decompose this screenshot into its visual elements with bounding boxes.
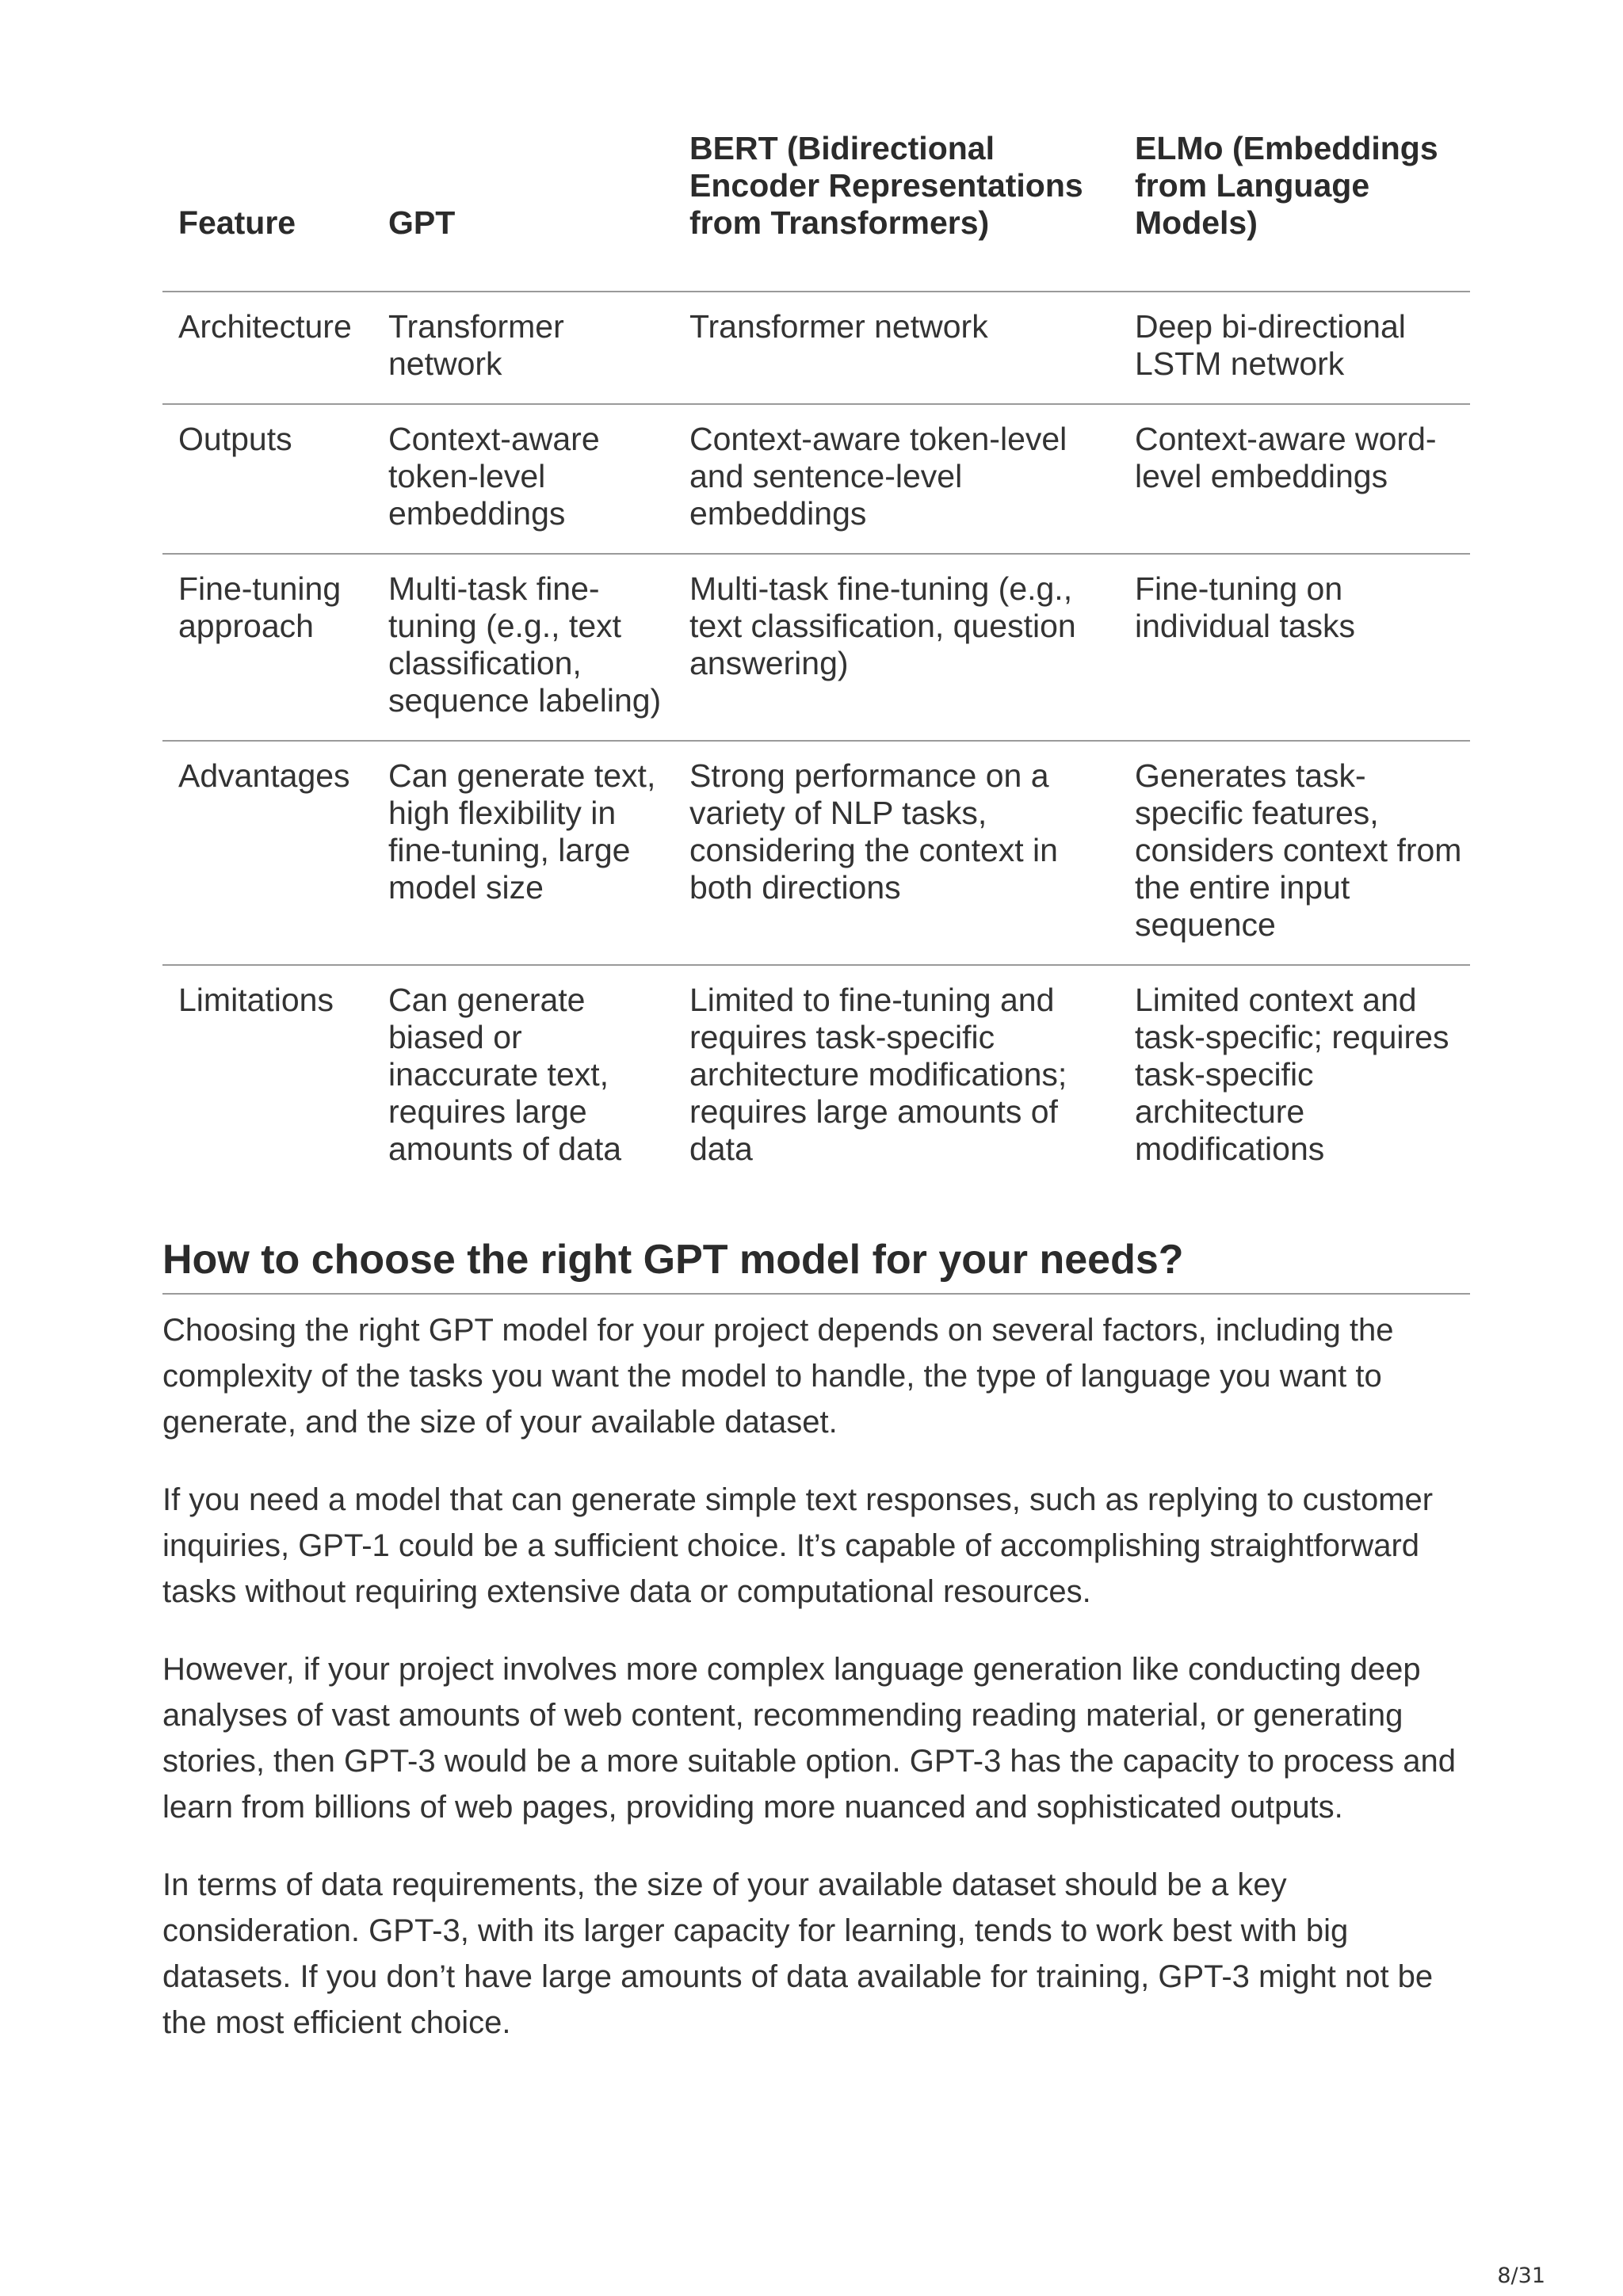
table-header-row	[162, 127, 1470, 292]
header-elmo: ELMo (Embeddings from Language Models)	[1135, 130, 1438, 241]
header-feature: Feature	[178, 204, 296, 241]
cell-feature: Fine-tuning approach	[162, 554, 372, 741]
paragraph: However, if your project involves more complex language generation like conducting deep analyses of vast amounts of web content, recommending reading material, or generating stories, then GPT-3 would be a more suitable option. GPT-3 has the capacity to process and learn from billions of web pages, providing more nuanced and sophisticated outputs.	[162, 1652, 1456, 1825]
table-row-limitations	[162, 965, 1470, 1188]
section-heading: How to choose the right GPT model for your needs?	[162, 1234, 1470, 1295]
cell-gpt: Transformer network	[372, 292, 674, 404]
cell-gpt: Multi-task fine-tuning (e.g., text classification, sequence labeling)	[372, 554, 674, 741]
cell-gpt: Context-aware token-level embeddings	[372, 404, 674, 554]
table-row-fine-tuning	[162, 554, 1470, 741]
page-number: 8/31	[1497, 2264, 1545, 2288]
comparison-table	[162, 127, 1470, 1188]
table-row-architecture	[162, 292, 1470, 404]
paragraph: If you need a model that can generate simple text responses, such as replying to customer inquiries, GPT-1 could be a sufficient choice. It’s capable of accomplishing straightforward tasks without requiring extensive data or computational resources.	[162, 1482, 1434, 1609]
cell-bert: Transformer network	[674, 292, 1119, 404]
header-bert: BERT (Bidirectional Encoder Representations from Transformers)	[689, 130, 1083, 241]
paragraph: Choosing the right GPT model for your project depends on several factors, including the complexity of the tasks you want the model to handle, the type of language you want to generate, and the size of your available dataset.	[162, 1313, 1394, 1440]
cell-gpt: Can generate text, high flexibility in fine-tuning, large model size	[372, 741, 674, 965]
paragraph: In terms of data requirements, the size of your available dataset should be a key consideration. GPT-3, with its larger capacity for learning, tends to work best with big datasets. If you don’t have large amounts of data available for training, GPT-3 might not be the most efficient choice.	[162, 1867, 1434, 2040]
cell-elmo: Limited context and task-specific; requires task-specific architecture modifications	[1119, 965, 1470, 1188]
cell-bert: Strong performance on a variety of NLP tasks, considering the context in both directions	[674, 741, 1119, 965]
document-content	[162, 127, 1470, 2046]
cell-elmo: Fine-tuning on individual tasks	[1119, 554, 1470, 741]
cell-elmo: Context-aware word-level embeddings	[1119, 404, 1470, 554]
table-row-outputs	[162, 404, 1470, 554]
cell-feature: Architecture	[162, 292, 372, 404]
cell-feature: Outputs	[162, 404, 372, 554]
table-row-advantages	[162, 741, 1470, 965]
cell-bert: Context-aware token-level and sentence-level embeddings	[674, 404, 1119, 554]
cell-bert: Multi-task fine-tuning (e.g., text classification, question answering)	[674, 554, 1119, 741]
header-gpt: GPT	[388, 204, 456, 241]
cell-feature: Limitations	[162, 965, 372, 1188]
cell-feature: Advantages	[162, 741, 372, 965]
cell-elmo: Deep bi-directional LSTM network	[1119, 292, 1470, 404]
cell-bert: Limited to fine-tuning and requires task-specific architecture modifications; requires large amounts of data	[674, 965, 1119, 1188]
cell-elmo: Generates task-specific features, considers context from the entire input sequence	[1119, 741, 1470, 965]
cell-gpt: Can generate biased or inaccurate text, requires large amounts of data	[372, 965, 674, 1188]
